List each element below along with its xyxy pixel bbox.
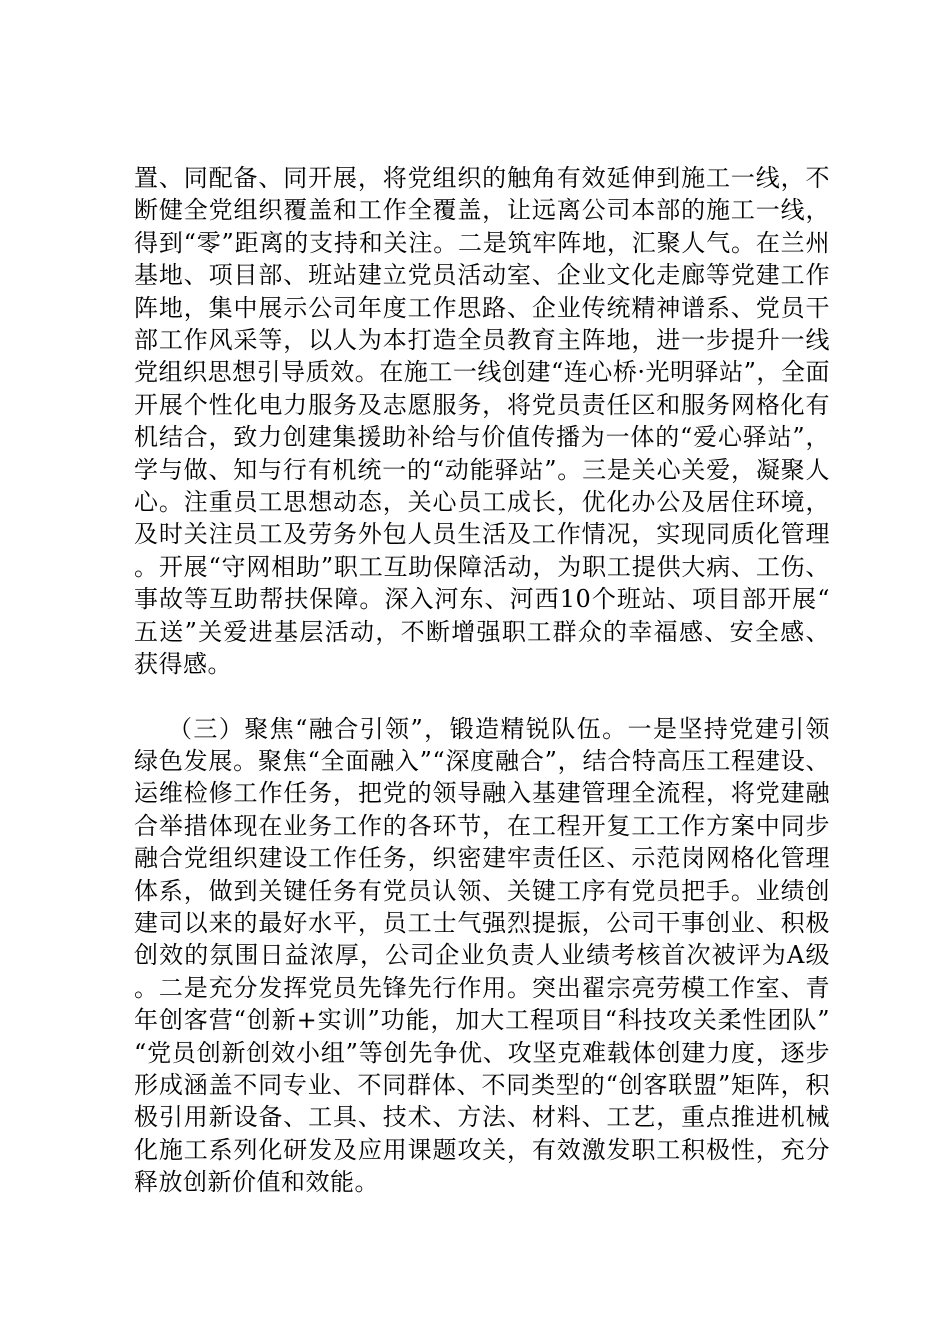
body-paragraph-2: （三）聚焦“融合引领”，锻造精锐队伍。一是坚持党建引领绿色发展。聚焦“全面融入”“深度融合”，结合特高压工程建设、运维检修工作任务，把党的领导融入基建管理全流程，将党建融合举措体现在业务工作的各环节，在工程开复工工作方案中同步融合党组织建设工作任务，织密建牢责任区、示范岗网格化管理体系，做到关键任务有党员认领、关键工序有党员把手。业绩创建司以来的最好水平，员工士气强烈提振，公司干事创业、积极创效的氛围日益浓厚，公司企业负责人业绩考核首次被评为A级。二是充分发挥党员先锋先行作用。突出翟宗亮劳模工作室、青年创客营“创新+实训”功能，加大工程项目“科技攻关柔性团队”“党员创新创效小组”等创先争优、攻坚克难载体创建力度，逐步形成涵盖不同专业、不同群体、不同类型的“创客联盟”矩阵，积极引用新设备、工具、技术、方法、材料、工艺，重点推进机械化施工系列化研发及应用课题攻关，有效激发职工积极性，充分释放创新价值和效能。 <box>134 714 830 1197</box>
document-page <box>134 162 830 1199</box>
body-paragraph-1: 置、同配备、同开展，将党组织的触角有效延伸到施工一线，不断健全党组织覆盖和工作全覆盖，让远离公司本部的施工一线，得到“零”距离的支持和关注。二是筑牢阵地，汇聚人气。在兰州基地、项目部、班站建立党员活动室、企业文化走廊等党建工作阵地，集中展示公司年度工作思路、企业传统精神谱系、党员干部工作风采等，以人为本打造全员教育主阵地，进一步提升一线党组织思想引导质效。在施工一线创建“连心桥·光明驿站”，全面开展个性化电力服务及志愿服务，将党员责任区和服务网格化有机结合，致力创建集援助补给与价值传播为一体的“爱心驿站”，学与做、知与行有机统一的“动能驿站”。三是关心关爱，凝聚人心。注重员工思想动态，关心员工成长，优化办公及居住环境，及时关注员工及劳务外包人员生活及工作情况，实现同质化管理。开展“守网相助”职工互助保障活动，为职工提供大病、工伤、事故等互助帮扶保障。深入河东、河西10个班站、项目部开展“五送”关爱进基层活动，不断增强职工群众的幸福感、安全感、获得感。 <box>134 164 830 679</box>
